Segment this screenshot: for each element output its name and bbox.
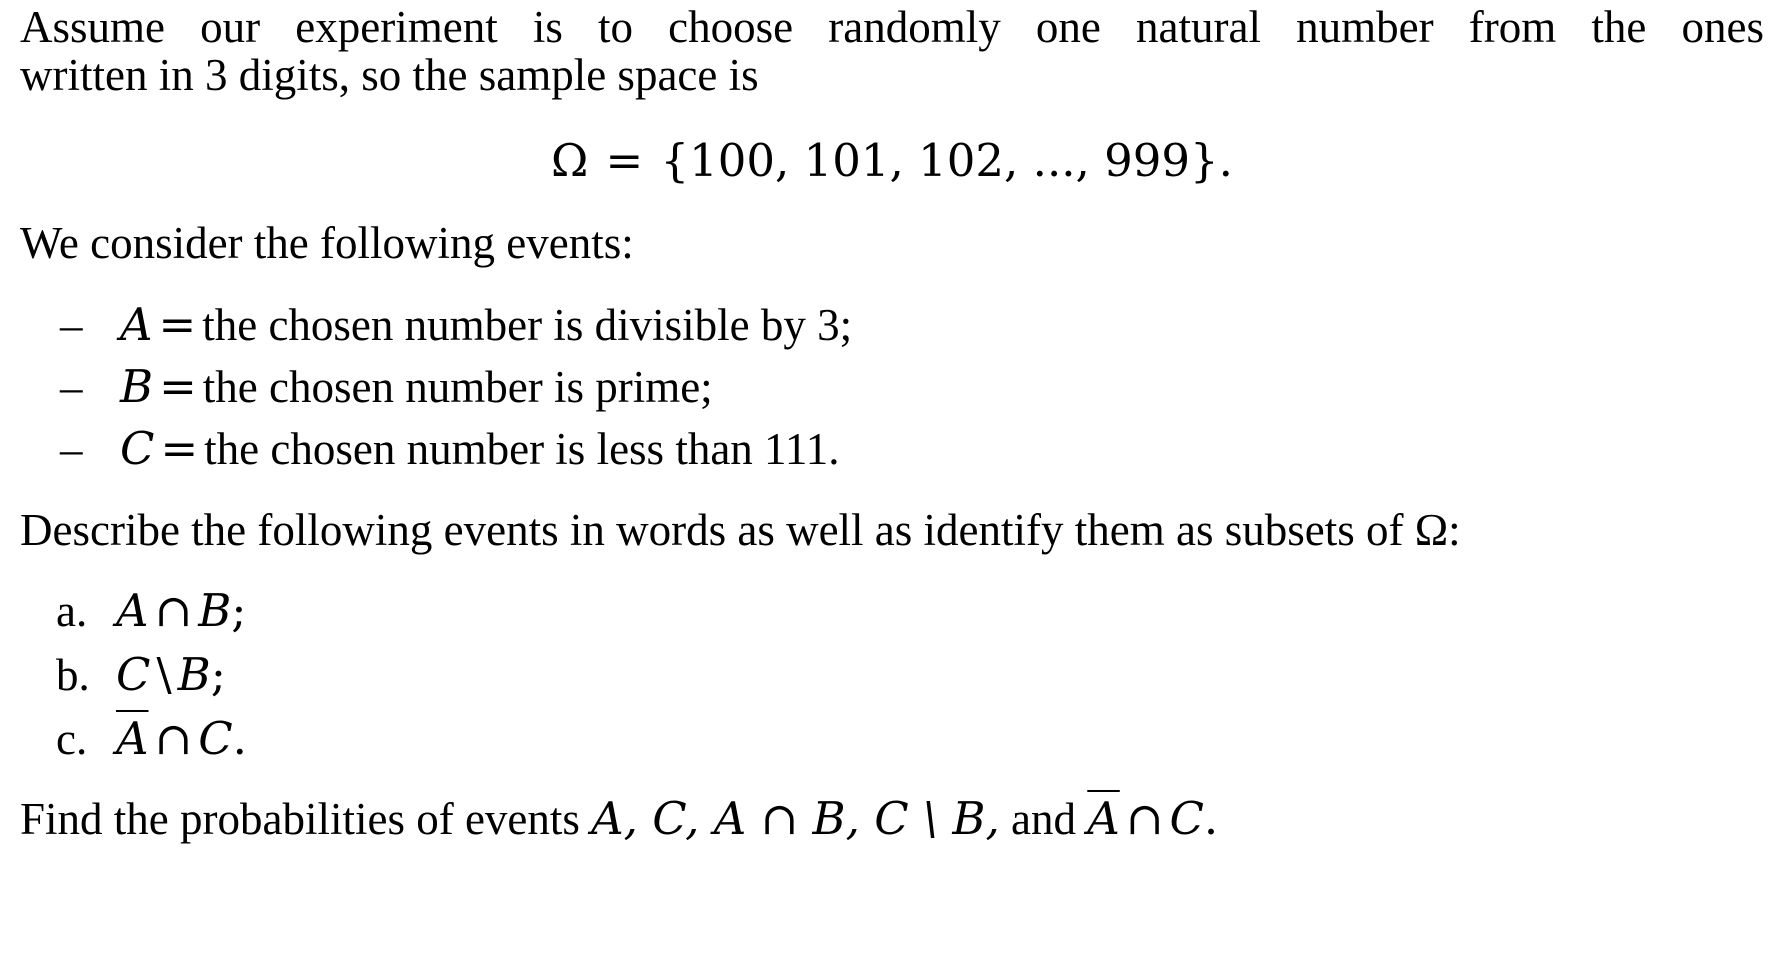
final-prefix: Find the probabilities of events (20, 794, 580, 844)
final-operator: ∩ (1125, 792, 1164, 845)
equals-sign: = (160, 422, 199, 475)
event-variable: A (120, 298, 153, 351)
bullet-dash: – (60, 424, 83, 474)
final-expression: A, C, A ∩ B, C \ B, (591, 792, 1000, 845)
sample-space-equation (20, 134, 1764, 188)
task-end: ; (231, 584, 247, 637)
intro-line-2: written in 3 digits, so the sample space is (20, 50, 759, 100)
event-b (60, 360, 713, 414)
describe-prompt: Describe the following events in words as well as identify them as subsets of Ω: (20, 505, 1461, 555)
bullet-dash: – (60, 362, 83, 412)
task-label: b. (56, 650, 90, 700)
final-and: and (1011, 794, 1077, 844)
set-right: B (198, 584, 232, 637)
event-c (60, 422, 839, 476)
bullet-dash: – (60, 300, 83, 350)
task-label: a. (56, 586, 88, 636)
event-description: the chosen number is less than 111. (204, 424, 840, 474)
task-c (56, 712, 247, 766)
set-right: B (177, 648, 211, 701)
events-intro: We consider the following events: (20, 218, 634, 268)
task-label: c. (56, 714, 88, 764)
set-left: C (116, 648, 151, 701)
final-end: . (1203, 792, 1219, 845)
equals-sign: = (159, 360, 197, 413)
equals-sign: = (605, 134, 644, 187)
task-end: ; (210, 648, 226, 701)
event-description: the chosen number is prime; (202, 362, 713, 412)
set-left-complement: $\overline{A}$ (116, 712, 149, 765)
set-left: A (116, 584, 149, 637)
event-a (60, 298, 852, 352)
event-description: the chosen number is divisible by 3; (202, 300, 853, 350)
task-b (56, 648, 226, 702)
final-left-complement: $\overline{A}$ (1087, 792, 1120, 845)
set-operator: ∩ (154, 584, 193, 637)
task-a (56, 584, 246, 638)
final-right: C (1169, 792, 1204, 845)
event-variable: C (120, 422, 155, 475)
omega-symbol: Ω (550, 134, 589, 187)
event-variable: B (120, 360, 154, 413)
set-operator: ∩ (154, 712, 193, 765)
task-end: . (232, 712, 247, 765)
set-operator: \ (156, 648, 172, 701)
final-question (20, 792, 1218, 846)
set-right: C (198, 712, 233, 765)
sample-space-set: {100, 101, 102, ..., 999}. (660, 134, 1233, 187)
equals-sign: = (158, 298, 197, 351)
intro-line-1: Assume our experiment is to choose randomly one natural number from the ones (20, 2, 1764, 52)
